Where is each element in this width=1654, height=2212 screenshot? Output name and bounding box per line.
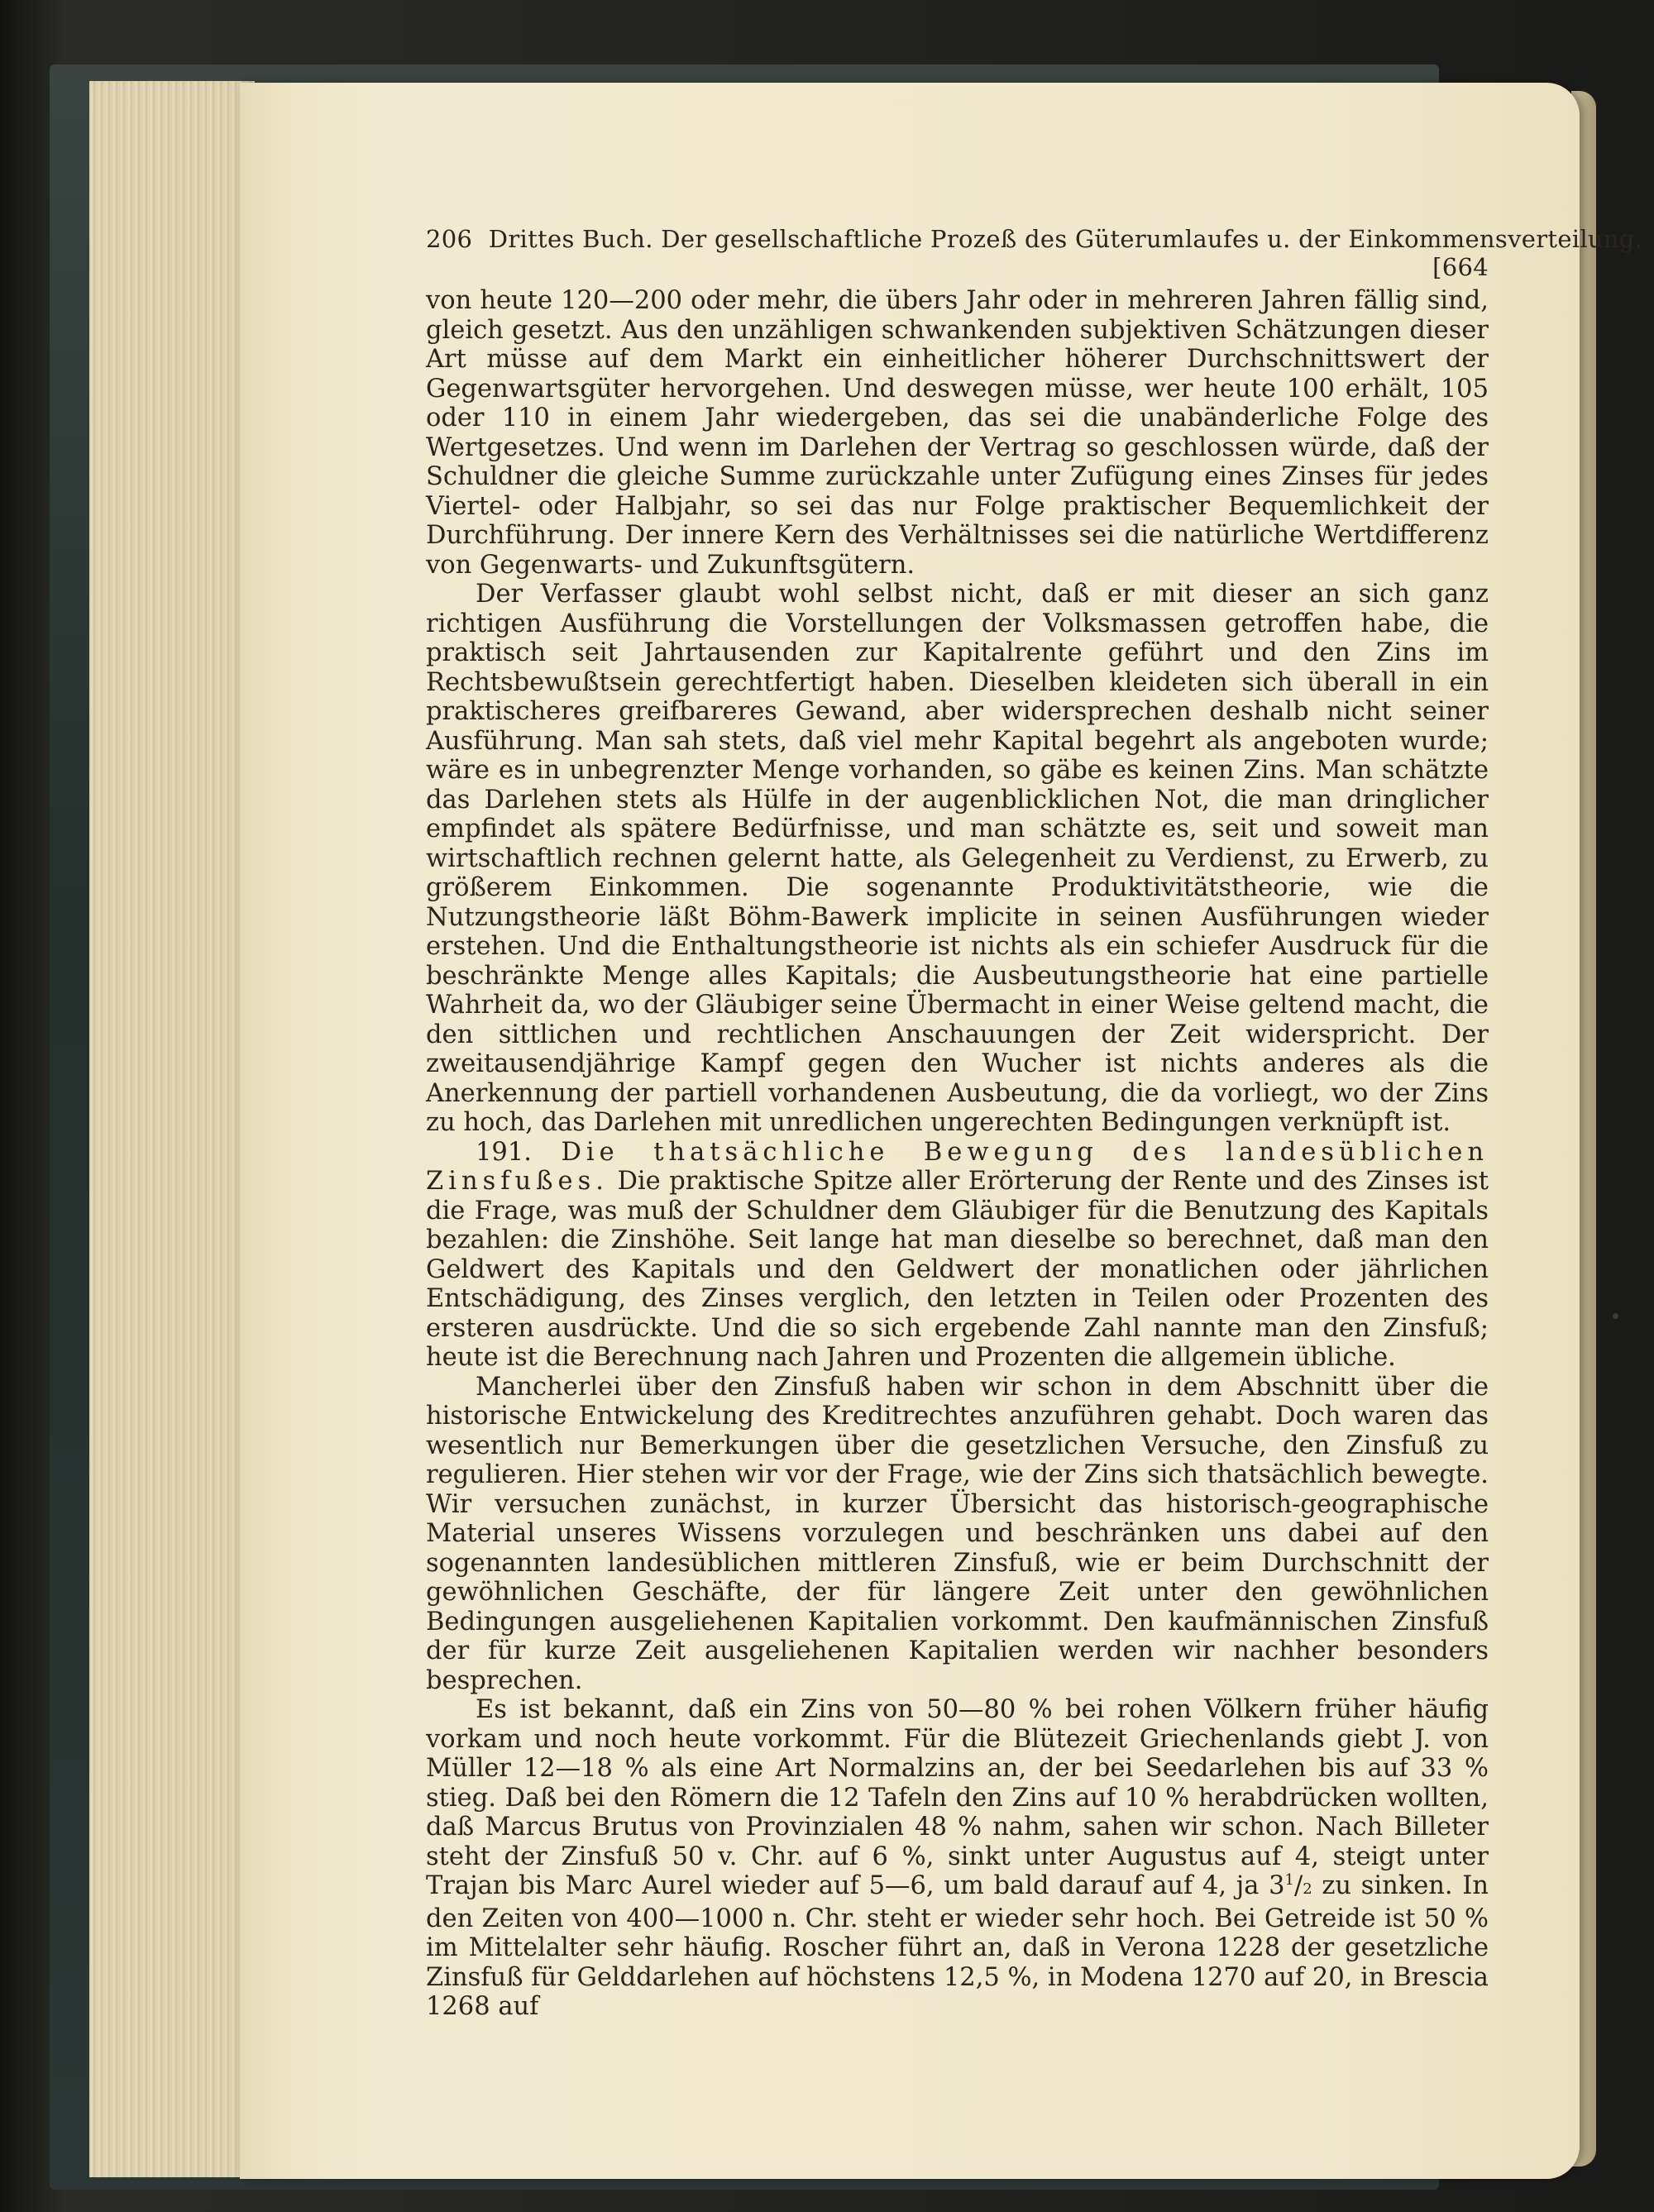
section-number: 191. xyxy=(476,1137,532,1167)
paragraph: Mancherlei über den Zinsfuß haben wir schon in dem Abschnitt über die historische Entwickelung des Kreditrechtes anzuführen gehabt. Doch waren das wesentlich nur Bemerkungen über die gesetzlichen Versuche, den Zinsfuß zu regulieren. Hier stehen wir vor der Frage, wie der Zins sich thatsächlich bewegte. Wir versuchen zunächst, in kurzer Übersicht das historisch-geographische Material unseres Wissens vorzulegen und beschränken uns dabei auf den sogenannten landesüblichen mittleren Zinsfuß, wie er beim Durchschnitt der gewöhnlichen Geschäfte, der für längere Zeit unter den gewöhnlichen Bedingungen ausgeliehenen Kapitalien vorkommt. Den kaufmännischen Zinsfuß der für kurze Zeit ausgeliehenen Kapitalien werden wir nachher besonders besprechen. xyxy=(426,1372,1489,1695)
paragraph: Der Verfasser glaubt wohl selbst nicht, daß er mit dieser an sich ganz richtigen Ausführung die Vorstellungen der Volksmassen getroffen habe, die praktisch seit Jahrtausenden zur Kapitalrente geführt und den Zins im Rechtsbewußtsein gerechtfertigt haben. Dieselben kleideten sich überall in ein praktischeres greifbareres Gewand, aber widersprechen deshalb nicht seiner Ausführung. Man sah stets, daß viel mehr Kapital begehrt als angeboten wurde; wäre es in unbegrenzter Menge vorhanden, so gäbe es keinen Zins. Man schätzte das Darlehen stets als Hülfe in der augenblicklichen Not, die man dringlicher empfindet als spätere Bedürfnisse, und man schätzte es, seit und soweit man wirtschaftlich rechnen gelernt hatte, als Gelegenheit zu Verdienst, zu Erwerb, zu größerem Einkommen. Die sogenannte Produktivitätstheorie, wie die Nutzungstheorie läßt Böhm-Bawerk implicite in seinen Ausführungen wieder erstehen. Und die Enthaltungstheorie ist nichts als ein schiefer Ausdruck für die beschränkte Menge alles Kapitals; die Ausbeutungstheorie hat eine partielle Wahrheit da, wo der Gläubiger seine Übermacht in einer Weise geltend macht, die den sittlichen und rechtlichen Anschauungen der Zeit widerspricht. Der zweitausendjährige Kampf gegen den Wucher ist nichts anderes als die Anerkennung der partiell vorhandenen Ausbeutung, die da vorliegt, wo der Zins zu hoch, das Darlehen mit unredlichen ungerechten Bedingungen verknüpft ist. xyxy=(426,580,1489,1137)
running-header xyxy=(426,225,1643,281)
page-number: 206 xyxy=(426,225,473,253)
speck xyxy=(1613,1313,1618,1319)
section-text: Die praktische Spitze aller Erörterung der Rente und des Zinses ist die Frage, was muß der Schuldner dem Gläubiger für die Benutzung des Kapitals bezahlen: die Zinshöhe. Seit lange hat man dieselbe so berechnet, daß man den Geldwert des Kapitals und den Geldwert der monatlichen oder jährlichen Entschädigung, des Zinses verglich, den letzten in Teilen oder Prozenten des ersteren ausdrückte. Und die so sich ergebende Zahl nannte man den Zinsfuß; heute ist die Berechnung nach Jahren und Prozenten die allgemein übliche. xyxy=(426,1167,1489,1372)
paragraph: von heute 120—200 oder mehr, die übers Jahr oder in mehreren Jahren fällig sind, gleich gesetzt. Aus den unzähligen schwankenden subjektiven Schätzungen dieser Art müsse auf dem Markt ein einheitlicher höherer Durchschnittswert der Gegenwartsgüter hervorgehen. Und deswegen müsse, wer heute 100 erhält, 105 oder 110 in einem Jahr wiedergeben, das sei die unabänderliche Folge des Wertgesetzes. Und wenn im Darlehen der Vertrag so geschlossen würde, daß der Schuldner die gleiche Summe zurückzahle unter Zufügung eines Zinses für jedes Viertel- oder Halbjahr, so sei das nur Folge praktischer Bequemlichkeit der Durchführung. Der innere Kern des Verhältnisses sei die natürliche Wertdifferenz von Gegenwarts- und Zukunftsgütern. xyxy=(426,286,1489,580)
paragraph-part: Es ist bekannt, daß ein Zins von 50—80 % bei rohen Völkern früher häufig vorkam und noch heute vorkommt. Für die Blütezeit Griechenlands giebt J. von Müller 12—18 % als eine Art Normalzins an, der bei Seedarlehen bis auf 33 % stieg. Daß bei den Römern die 12 Tafeln den Zins auf 10 % herabdrücken wollten, daß Marcus Brutus von Provinzialen 48 % nahm, sahen wir schon. Nach Billeter steht der Zinsfuß 50 v. Chr. auf 6 %, sinkt unter Augustus auf 4, steigt unter Trajan bis Marc Aurel wieder auf 5—6, um bald darauf auf 4, ja 3 xyxy=(426,1695,1489,1900)
bracket-page-number: [664 xyxy=(1432,253,1489,281)
running-head-title: Drittes Buch. Der gesellschaftliche Prozeß des Güterumlaufes u. der Einkommensverteilung. xyxy=(488,225,1643,253)
section-paragraph xyxy=(426,1138,1489,1373)
section-title: Die thatsächliche Bewegung des landesüblichen Zinsfußes. xyxy=(426,1137,1489,1196)
paragraph-part: zu sinken. In den Zeiten von 400—1000 n. Chr. steht er wieder sehr hoch. Bei Getreide ist 50 % im Mittelalter sehr häufig. Roscher führt an, daß in Verona 1228 der gesetzliche Zinsfuß für Gelddarlehen auf höchstens 12,5 %, in Modena 1270 auf 20, in Brescia 1268 auf xyxy=(426,1871,1489,2021)
fraction-numerator: 1 xyxy=(1284,1870,1294,1889)
fraction-denominator: 2 xyxy=(1303,1880,1312,1898)
body-text xyxy=(426,286,1489,2022)
page-stack xyxy=(89,81,255,2177)
paragraph: Es ist bekannt, daß ein Zins von 50—80 % bei rohen Völkern früher häufig vorkam und noch heute vorkommt. Für die Blütezeit Griechenlands giebt J. von Müller 12—18 % als eine Art Normalzins an, der bei Seedarlehen bis auf 33 % stieg. Daß bei den Römern die 12 Tafeln den Zins auf 10 % herabdrücken wollten, daß Marcus Brutus von Provinzialen 48 % nahm, sahen wir schon. Nach Billeter steht der Zinsfuß 50 v. Chr. auf 6 %, sinkt unter Augustus auf 4, steigt unter Trajan bis Marc Aurel wieder auf 5—6, um bald darauf auf 4, ja $3^1/2$ zu sinken. In den Zeiten von 400—1000 n. Chr. steht er wieder sehr hoch. Bei Getreide ist 50 % im Mittelalter sehr häufig. Roscher führt an, daß in Verona 1228 der gesetzliche Zinsfuß für Gelddarlehen auf höchstens 12,5 %, in Modena 1270 auf 20, in Brescia 1268 auf xyxy=(426,1695,1489,2021)
